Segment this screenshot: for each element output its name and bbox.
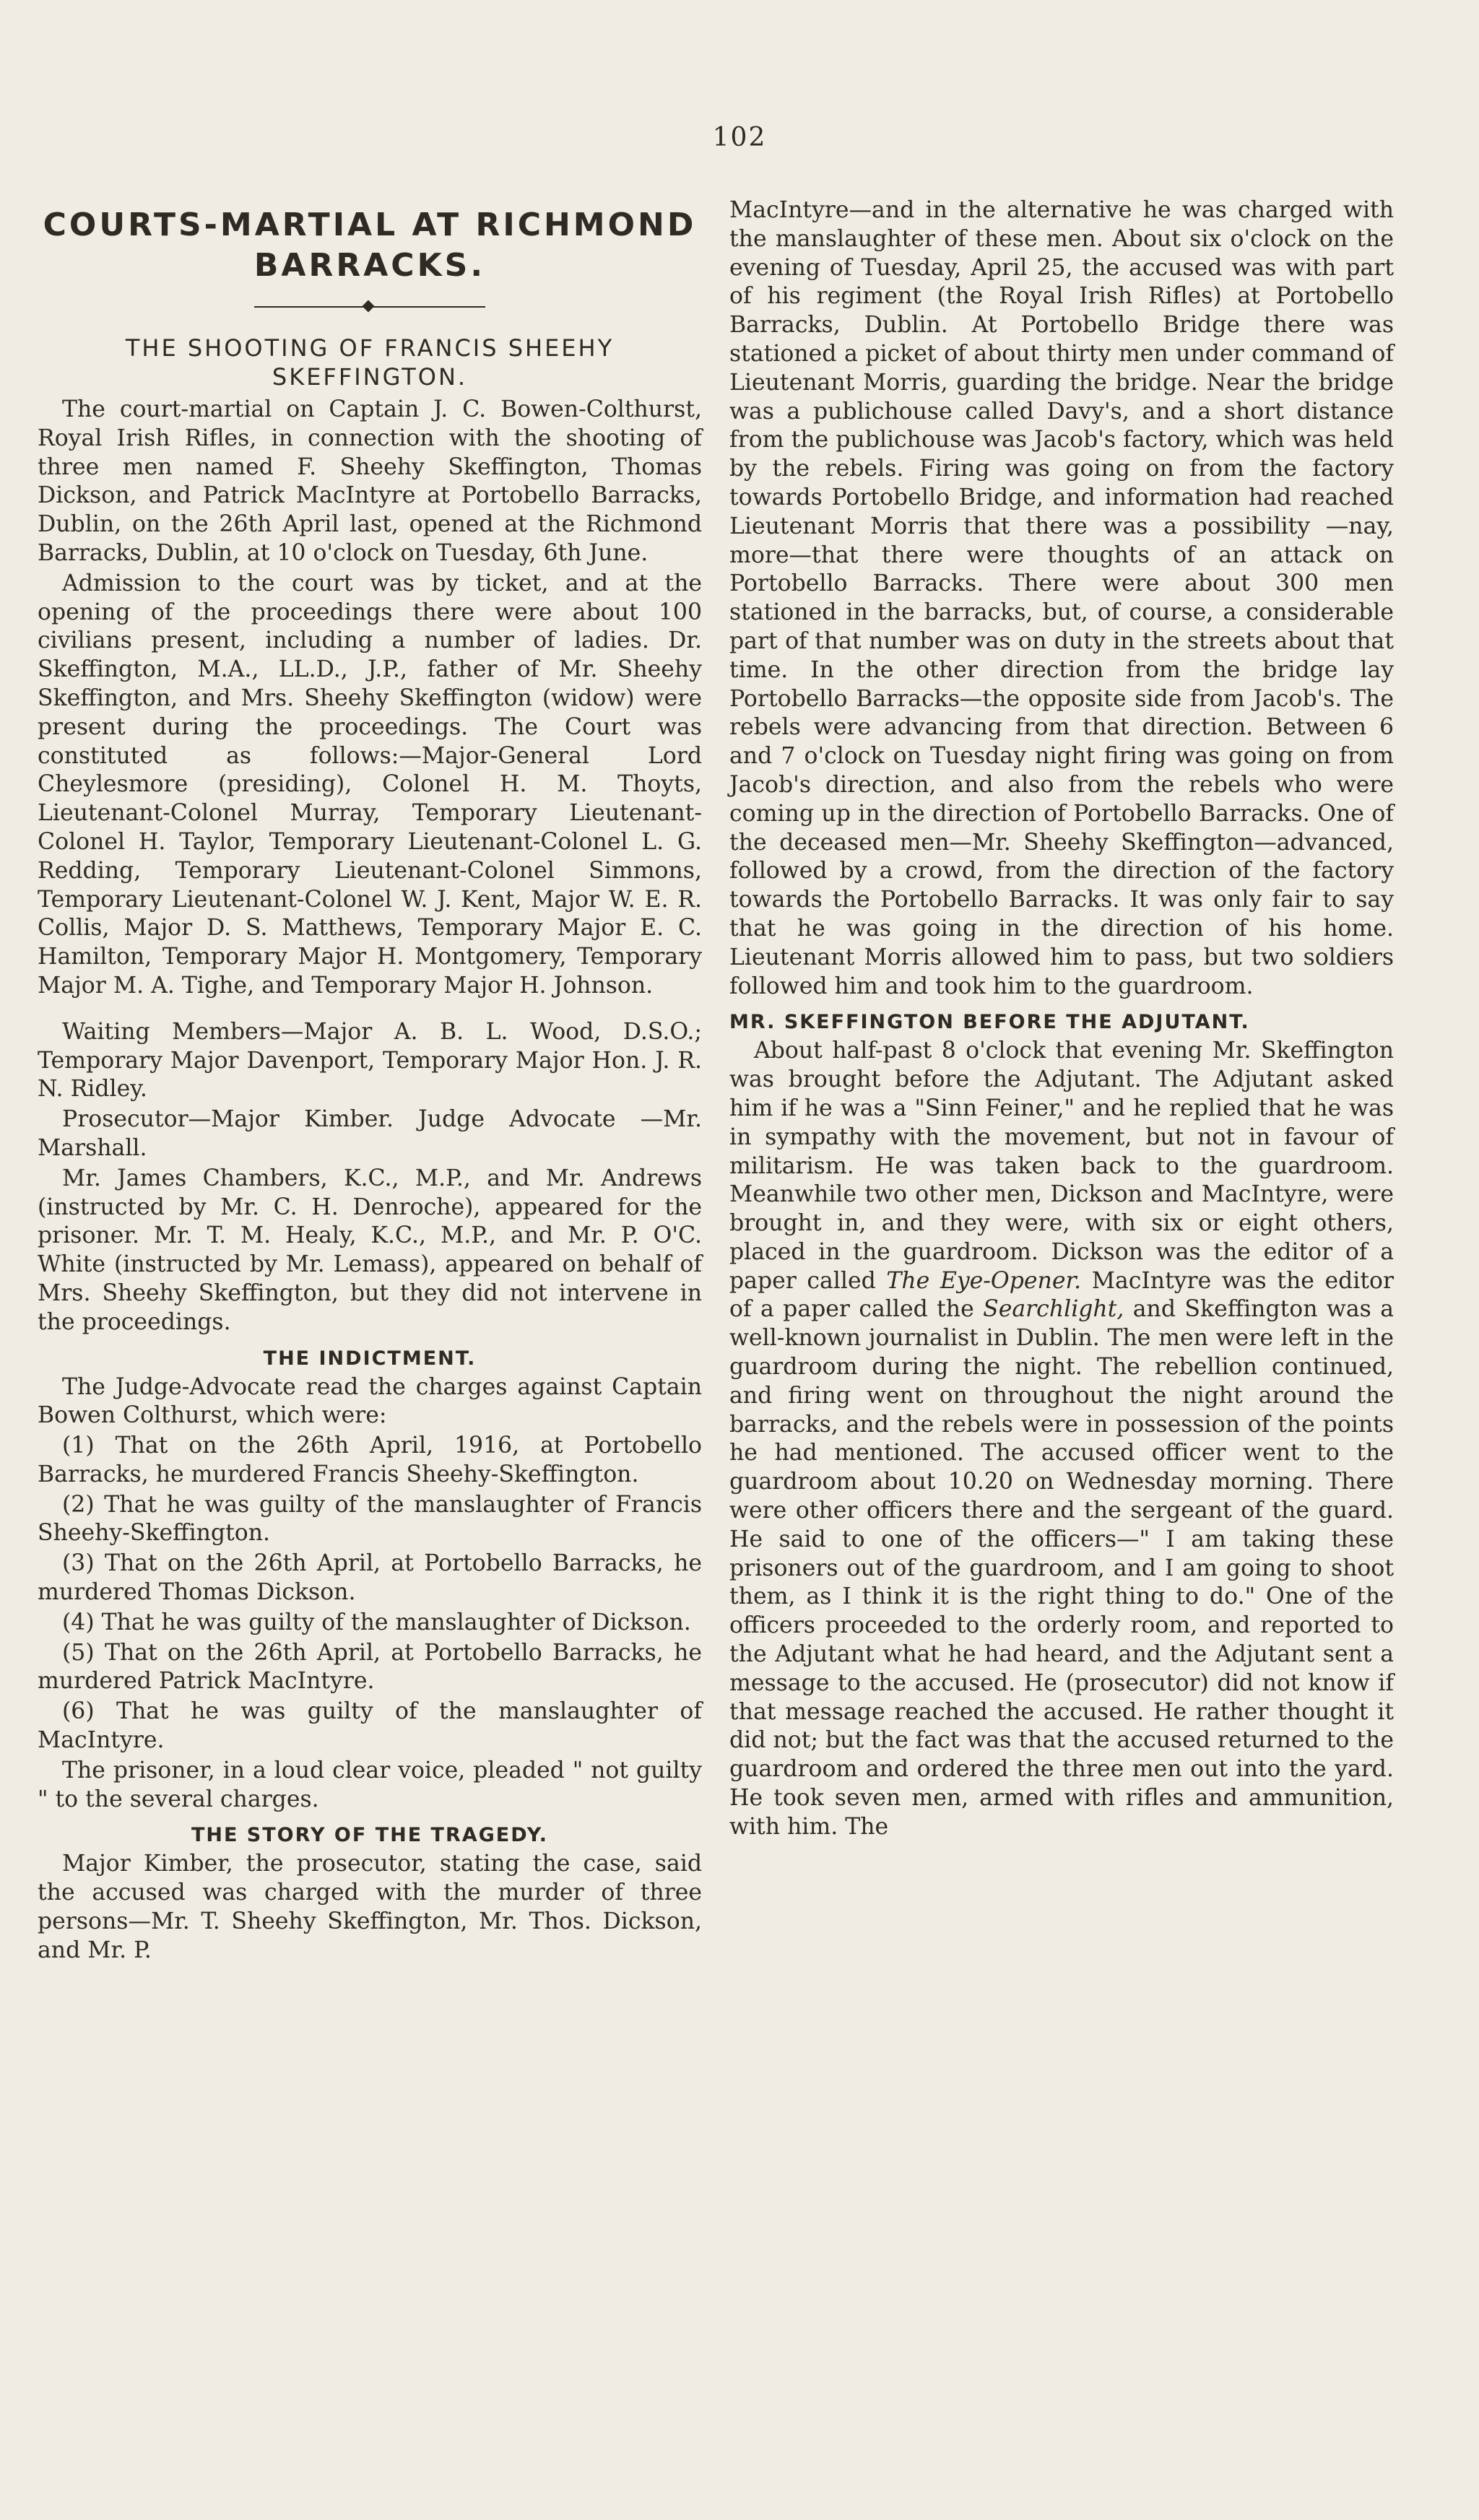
paragraph: MacIntyre—and in the alternative he was charged with the manslaughter of these men. About six o'clock on the evening of Tuesday, April 25, the accused was with part of his regiment (the Royal Irish Rifles) at Portobello Barracks, Dublin. At Portobello Bridge there was stationed a picket of about thirty men under command of Lieutenant Morris, guarding the bridge. Near the bridge was a publichouse called Davy's, and a short distance from the publichouse was Jacob's factory, which was held by the rebels. Firing was going on from the factory towards Portobello Bridge, and information had reached Lieutenant Morris that there was a possibility —nay, more—that there were thoughts of an attack on Portobello Barracks. There were about 300 men stationed in the barracks, but, of course, a considerable part of that number was on duty in the streets about that time. In the other direction from the bridge lay Portobello Barracks—the opposite side from Jacob's. The rebels were advancing from that direction. Between 6 and 7 o'clock on Tuesday night firing was going on from Jacob's direction, and also from the rebels who were coming up in the direction of Portobello Barracks. One of the deceased men—Mr. Sheehy Skeffington—advanced, followed by a crowd, from the direction of the factory towards the Portobello Barracks. It was only fair to say that he was going in the direction of his home. Lieutenant Morris allowed him to pass, but two soldiers followed him and took him to the guardroom. [729,197,1394,999]
charge-item: (5) That on the 26th April, at Portobello Barracks, he murdered Patrick MacIntyre. [38,1639,702,1695]
ornament-diamond-icon [363,300,375,313]
page-number: 102 [712,123,767,152]
text-run: MacIntyre was the editor of a paper called the [729,1267,1395,1323]
spacer [38,1002,702,1018]
charge-item: (3) That on the 26th April, at Portobello Barracks, he murdered Thomas Dickson. [38,1550,702,1606]
paragraph: Admission to the court was by ticket, and at the opening of the proceedings there were about 100 civilians present, including a number of ladies. Dr. Skeffington, M.A., LL.D., J.P., father of Mr. Sheehy Skeffington, and Mrs. Sheehy Skeffington (widow) were present during the proceedings. The Court was constituted as follows:—Major-General Lord Cheylesmore (presiding), Colonel H. M. Thoyts, Lieutenant-Colonel Murray, Temporary Lieutenant-Colonel H. Taylor, Temporary Lieutenant-Colonel L. G. Redding, Temporary Lieutenant-Colonel Simmons, Temporary Lieutenant-Colonel W. J. Kent, Major W. E. R. Collis, Major D. S. Matthews, Temporary Major E. C. Hamilton, Temporary Major H. Montgomery, Temporary Major M. A. Tighe, and Temporary Major H. Johnson. [38,570,702,999]
paragraph: The court-martial on Captain J. C. Bowen-Colthurst, Royal Irish Rifles, in connection with the shooting of three men named F. Sheehy Skeffington, Thomas Dickson, and Patrick MacIntyre at Portobello Barracks, Dublin, on the 26th April last, opened at the Richmond Barracks, Dublin, at 10 o'clock on Tuesday, 6th June. [38,396,702,566]
paragraph: The Judge-Advocate read the charges against Captain Bowen Colthurst, which were: [38,1373,702,1429]
paragraph [729,1037,1394,1841]
paragraph: Major Kimber, the prosecutor, stating the case, said the accused was charged with the murder of three persons—Mr. T. Sheehy Skeffington, Mr. Thos. Dickson, and Mr. P. [38,1851,702,1963]
paragraph: Waiting Members—Major A. B. L. Wood, D.S.O.; Temporary Major Davenport, Temporary Major Hon. J. R. N. Ridley. [38,1018,702,1103]
paragraph: Prosecutor—Major Kimber. Judge Advocate —Mr. Marshall. [38,1106,702,1161]
heading-story: THE STORY OF THE TRAGEDY. [191,1824,549,1847]
title-ornament [38,292,702,323]
charge-item: (4) That he was guilty of the manslaughter of Dickson. [62,1609,691,1635]
charge-item: (2) That he was guilty of the manslaughter of Francis Sheehy-Skeffington. [38,1491,702,1547]
heading-adjutant: MR. SKEFFINGTON BEFORE THE ADJUTANT. [729,1011,1250,1034]
paragraph: The prisoner, in a loud clear voice, pleaded " not guilty " to the several charges. [38,1757,702,1812]
charge-item: (1) That on the 26th April, 1916, at Portobello Barracks, he murdered Francis Sheehy-Skeffington. [38,1433,702,1487]
paper-title: The Eye-Opener. [886,1267,1082,1294]
charge-item: (6) That he was guilty of the manslaughter of MacIntyre. [38,1698,702,1754]
left-column [38,196,702,1967]
article-subtitle: THE SHOOTING OF FRANCIS SHEEHY SKEFFINGTON. [125,334,615,391]
text-run: and Skeffington was a well-known journalist in Dublin. The men were left in the guardroom during the night. The rebellion continued, and firing went on throughout the night around the barracks, and the rebels were in possession of the points he had mentioned. The accused officer went to the guardroom about 10.20 on Wednesday morning. There were other officers there and the sergeant of the guard. He said to one of the officers—" I am taking these prisoners out of the guardroom, and I am going to shoot them, as I think it is the right thing to do." One of the officers proceeded to the orderly room, and reported to the Adjutant what he had heard, and the Adjutant sent a message to the accused. He (prosecutor) did not know if that message reached the accused. He rather thought it did not; but the fact was that the accused returned to the guardroom and ordered the three men out into the yard. He took seven men, armed with rifles and ammunition, with him. The [729,1296,1394,1840]
paragraph: Mr. James Chambers, K.C., M.P., and Mr. Andrews (instructed by Mr. C. H. Denroche), appeared for the prisoner. Mr. T. M. Healy, K.C., M.P., and Mr. P. O'C. White (instructed by Mr. Lemass), appeared on behalf of Mrs. Sheehy Skeffington, but they did not intervene in the proceedings. [38,1165,702,1335]
heading-indictment: THE INDICTMENT. [263,1347,477,1370]
right-column [729,196,1394,1843]
text-run: About half-past 8 o'clock that evening Mr. Skeffington was brought before the Adjutant. The Adjutant asked him if he was a "Sinn Feiner," and he replied that he was in sympathy with the movement, but not in favour of militarism. He was taken back to the guardroom. Meanwhile two other men, Dickson and MacIntyre, were brought in, and they were, with six or eight others, placed in the guardroom. Dickson was the editor of a paper called [729,1038,1394,1294]
article-title: COURTS-MARTIAL AT RICHMOND BARRACKS. [43,207,697,284]
paper-title: Searchlight, [983,1296,1124,1323]
